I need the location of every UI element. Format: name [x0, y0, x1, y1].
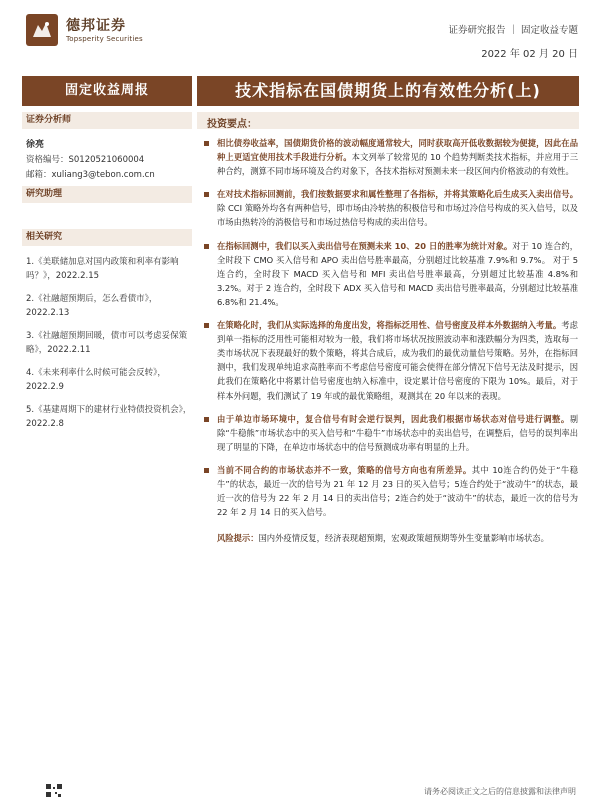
square-bullet-icon	[204, 141, 209, 146]
risk-text: 国内外疫情反复，经济表现超预期，宏观政策超预期等外生变量影响市场状态。	[258, 533, 549, 544]
company-name-en: Topsperity Securities	[66, 35, 143, 43]
key-point-lead: 当前不同合约的市场状态并不一致，策略的信号方向也有所差异。	[217, 464, 472, 475]
analyst-section-header: 证券分析师	[22, 112, 192, 129]
key-point-text: 本文列举了较常见的 10 个趋势判断类技术指标，并应用于三种合约，测算不同市场环境及合约对象下，各技术指标对预测未来一段区间内价格波动的有效性。	[217, 152, 578, 177]
key-points-title: 投资要点：	[207, 119, 257, 130]
key-point	[200, 318, 578, 403]
related-report-link[interactable]: 3.《社融超预期回暖，债市可以考虑妥保策略》，2022.2.11	[26, 331, 188, 355]
key-point-lead: 由于单边市场环境中，复合信号有时会逆行误判，因此我们根据市场状态对信号进行调整。	[217, 413, 570, 424]
sidebar	[22, 112, 192, 431]
risk-label: 风险提示：	[217, 533, 259, 544]
analyst-license: 资格编号：S0120521060004	[26, 155, 145, 165]
related-report-link[interactable]: 2.《社融超预期后，怎么看债市》，2022.2.13	[26, 294, 158, 318]
key-point-text: 对于 10 连合约，全时段下 CMO 买入信号和 APO 卖出信号胜率最高，分别超过比较基准 7.9%和 9.7%。 对于 5 连合约，全时段下 MACD 买入信号和 MFI 卖出信号胜率最高，分别超过比较基准 4.8%和 3.2%。对于 2 连合约，全时段下 ADX 买入信号和 MACD 卖出信号胜率最高，分别超过比较基准 6.8%和 21.4%。	[217, 240, 578, 307]
key-point	[200, 187, 578, 229]
square-bullet-icon	[204, 417, 209, 422]
square-bullet-icon	[204, 244, 209, 249]
square-bullet-icon	[204, 468, 209, 473]
key-point	[200, 412, 578, 454]
related-section-header: 相关研究	[22, 229, 192, 246]
report-date: 2022 年 02 月 20 日	[481, 49, 578, 60]
key-point-text: 考虑到单一指标的泛用性可能相对较为一般，我们将市场状况按照波动率和涨跌幅分为四类，选取每一类市场状况下表现最好的数个策略，将其合成后，成为我们的最优动量信号策略。另外，在指标回测中，我们发现单纯追求高胜率而不考虑信号密度可能会使得在部分情况下信号无法及时提示，因此我们在策略化中将累计信号密度也纳入标准中，设定累计信号密度的下限为 10%。最后，对于样本外问题，我们测试了 19 年或的最优策略组，观测其在 20 年以来的表现。	[217, 320, 578, 401]
key-point	[200, 463, 578, 519]
related-report-link[interactable]: 4.《未来利率什么时候可能会反转》，2022.2.9	[26, 368, 166, 392]
key-point	[200, 136, 578, 178]
key-point-text: 其中 10连合约仍处于“牛稳牛”的状态，最近一次的信号为 21 年 12 月 23 日的买入信号；5连合约处于“波动牛”的状态，最近一次的信号为 22 年 2 月 14 日的卖出信号；2连合约处于“波动牛”的状态，最近一次的信号为 22 年 2 月 14 日的买入信号。	[217, 464, 578, 518]
key-point-text: 除 CCI 策略外均各有两种信号，即市场由冷转热的积极信号和市场过冷信号构成的买入信号，以及市场由热转冷的消极信号和市场过热信号构成的卖出信号。	[217, 203, 578, 228]
report-type: 证券研究报告 ｜ 固定收益专题	[448, 25, 578, 36]
analyst-email[interactable]: 邮箱：xuliang3@tebon.com.cn	[26, 170, 155, 180]
key-point-text: 剔除“牛稳熊”市场状态中的买入信号和“牛稳牛”市场状态中的卖出信号，在调整后，信号的误判率出现了明显的下降，在单边市场状态中的信号预测成功率有明显的上升。	[217, 413, 578, 452]
assistant-section-header: 研究助理	[22, 186, 192, 203]
risk-warning	[200, 531, 578, 545]
square-bullet-icon	[204, 323, 209, 328]
key-points-header	[197, 112, 579, 129]
key-points-body	[200, 136, 578, 545]
key-point-lead: 在策略化时，我们从实际选择的角度出发，将指标泛用性、信号密度及样本外数据纳入考量。	[217, 320, 562, 331]
qr-code-icon	[46, 784, 62, 797]
report-category-banner: 固定收益周报	[22, 76, 192, 106]
key-point	[200, 239, 578, 309]
related-report-link[interactable]: 5.《基建周期下的建材行业特债投资机会》，2022.2.8	[26, 405, 192, 429]
square-bullet-icon	[204, 192, 209, 197]
company-name-cn: 德邦证券	[66, 18, 126, 34]
key-point-lead: 相比债券收益率，国债期货价格的波动幅度通常较大，同时获取高开低收数据较为便捷，因此在品种上更适宜使用技术手段进行分析。	[217, 138, 578, 163]
related-report-link[interactable]: 1.《美联储加息对国内政策和利率有影响吗？》，2022.2.15	[26, 257, 179, 281]
key-point-lead: 在对技术指标回测前，我们按数据要求和属性整理了各指标，并将其策略化后生成买入卖出信号。	[217, 189, 578, 200]
company-logo-icon	[26, 14, 58, 46]
page-footer	[0, 782, 600, 800]
analyst-name: 徐亮	[26, 140, 45, 150]
disclaimer-note[interactable]: 请务必阅读正文之后的信息披露和法律声明	[424, 787, 576, 796]
key-point-lead: 在指标回测中，我们以买入卖出信号在预测未来 10、20 日的胜率为统计对象。	[217, 240, 513, 251]
report-header	[0, 0, 600, 78]
report-title-banner: 技术指标在国债期货上的有效性分析(上)	[197, 76, 579, 106]
